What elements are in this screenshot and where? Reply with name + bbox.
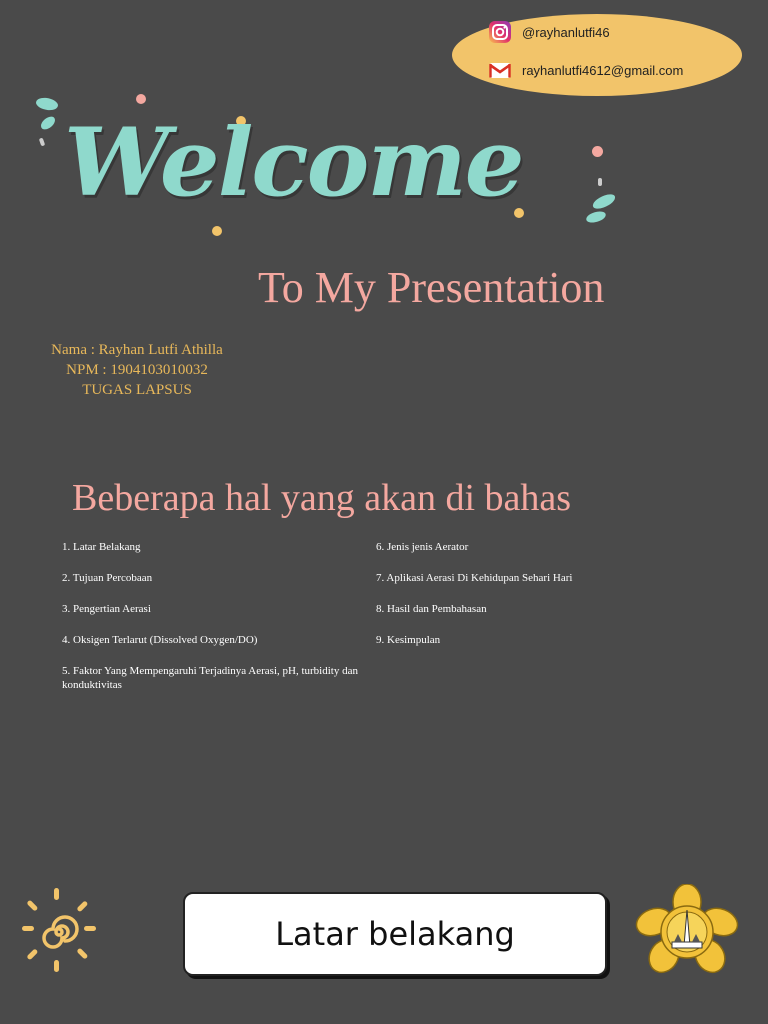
topic-item: 5. Faktor Yang Mempengaruhi Terjadinya Aerasi, pH, turbidity dan konduktivitas	[62, 665, 358, 691]
course-name: TUGAS LAPSUS	[82, 382, 192, 398]
decor-dot	[592, 146, 603, 157]
topic-item: 9. Kesimpulan	[376, 634, 441, 646]
gmail-icon	[488, 58, 512, 82]
instagram-handle: @rayhanlutfi46	[522, 24, 610, 40]
email-contact[interactable]	[488, 58, 683, 82]
latar-belakang-button[interactable]	[183, 892, 607, 976]
topics-list-left	[62, 540, 362, 709]
decor-dash	[598, 178, 602, 186]
author-name: Nama : Rayhan Lutfi Athilla	[51, 342, 223, 358]
decor-dot	[212, 226, 222, 236]
topic-item: 7. Aplikasi Aerasi Di Kehidupan Sehari Hari	[376, 572, 573, 584]
topic-item: 8. Hasil dan Pembahasan	[376, 603, 487, 615]
instagram-contact[interactable]	[488, 20, 610, 44]
presentation-subtitle: To My Presentation	[258, 263, 605, 312]
topic-item: 4. Oksigen Terlarut (Dissolved Oxygen/DO)	[62, 634, 258, 646]
author-block	[22, 340, 252, 400]
decor-leaf	[585, 210, 606, 223]
topic-item: 2. Tujuan Percobaan	[62, 572, 153, 584]
topic-item: 6. Jenis jenis Aerator	[376, 541, 469, 553]
cta-label: Latar belakang	[275, 915, 515, 953]
topic-item: 1. Latar Belakang	[62, 541, 141, 553]
decor-leaf	[591, 192, 617, 211]
sun-icon	[20, 886, 100, 976]
decor-dot	[136, 94, 146, 104]
decor-dash	[39, 138, 45, 147]
topics-list-right	[376, 540, 696, 664]
welcome-title: Welcome	[64, 108, 523, 218]
instagram-icon	[488, 20, 512, 44]
topics-heading: Beberapa hal yang akan di bahas	[72, 477, 572, 519]
decor-leaf	[39, 115, 58, 132]
university-logo	[632, 884, 742, 974]
topic-item: 3. Pengertian Aerasi	[62, 603, 151, 615]
email-address: rayhanlutfi4612@gmail.com	[522, 62, 684, 78]
decor-leaf	[35, 95, 60, 113]
author-npm: NPM : 1904103010032	[66, 362, 208, 378]
